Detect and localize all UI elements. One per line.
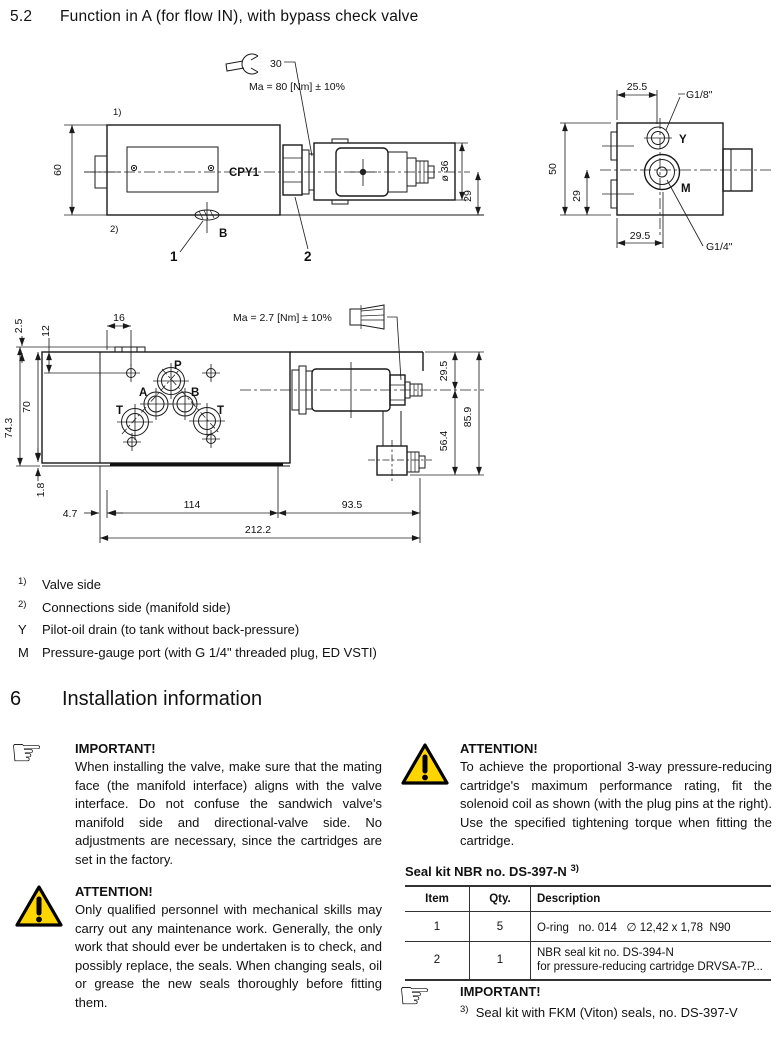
manifold-side-callout: 2) bbox=[110, 224, 119, 235]
port-legend bbox=[18, 576, 377, 668]
dim-29-5-side-label: 29.5 bbox=[438, 360, 450, 382]
wrench-icon bbox=[226, 54, 258, 74]
column-qty: Qty. bbox=[470, 886, 531, 912]
legend-item-port-m bbox=[18, 645, 377, 668]
port-b-label: B bbox=[219, 228, 228, 240]
legend-key: M bbox=[18, 645, 29, 660]
legend-text: Pilot-oil drain (to tank without back-pressure) bbox=[42, 622, 300, 637]
technical-drawings bbox=[0, 36, 776, 566]
legend-item-valve-side bbox=[18, 576, 377, 599]
port-b-marker bbox=[195, 202, 219, 233]
pointing-hand-icon: ☞ bbox=[10, 732, 44, 773]
port-b-side-label: B bbox=[191, 387, 200, 399]
cell-qty: 1 bbox=[470, 942, 531, 980]
dim-4-7-label: 4.7 bbox=[62, 508, 78, 520]
hand-tighten-icon bbox=[350, 305, 384, 329]
dim-29-label: 29 bbox=[462, 190, 474, 202]
dim-74-3-label: 74.3 bbox=[3, 417, 15, 439]
dim-d36-label: ø 36 bbox=[439, 160, 451, 182]
thread-g14-label: G1/4" bbox=[706, 241, 733, 253]
important-left-title: IMPORTANT! bbox=[75, 741, 156, 756]
torque-side-label: Ma = 2.7 [Nm] ± 10% bbox=[233, 312, 332, 324]
dim-70-label: 70 bbox=[21, 401, 33, 413]
port-m-label: M bbox=[681, 183, 691, 195]
seal-kit-title-text: Seal kit NBR no. DS-397-N bbox=[405, 864, 567, 879]
section-title: Installation information bbox=[62, 688, 263, 710]
cartridge-and-solenoid bbox=[283, 139, 455, 204]
cell-item: 2 bbox=[405, 942, 470, 980]
legend-item-connections-side bbox=[18, 599, 377, 622]
nameplate-label: CPY1 bbox=[229, 167, 260, 179]
attention-left-body: Only qualified personnel with mechanical skills may carry out any maintenance work. Generally, the only work that should ever be undertaken is to check, and possibly replace, the seals. When changing seals, oil or grease the new seals thoroughly before fitting them. bbox=[75, 902, 382, 1010]
footnote-key: 3) bbox=[460, 1004, 469, 1015]
port-p-label: P bbox=[174, 360, 182, 372]
column-description: Description bbox=[531, 886, 772, 912]
dim-16-label: 16 bbox=[113, 312, 125, 324]
section-5-2-heading bbox=[10, 8, 418, 26]
end-view-drawing bbox=[547, 81, 773, 253]
dim-114-label: 114 bbox=[183, 499, 201, 511]
attention-right-body: To achieve the proportional 3-way pressure-reducing cartridge's maximum performance rating, fit the solenoid coil as shown (with the plug pins at the right). Use the specified tightening torque when fitting the cartridge. bbox=[460, 759, 772, 848]
legend-key: 1) bbox=[18, 576, 27, 587]
dim-25-5-label: 25.5 bbox=[626, 81, 648, 93]
table-row bbox=[405, 912, 771, 942]
footnote-line bbox=[460, 1004, 738, 1020]
table-header-row bbox=[405, 886, 771, 912]
legend-text: Connections side (manifold side) bbox=[42, 600, 231, 615]
dim-60-label: 60 bbox=[52, 164, 64, 176]
dim-50-label: 50 bbox=[547, 163, 559, 175]
table-row bbox=[405, 942, 771, 980]
important-bottom-title: IMPORTANT! bbox=[460, 984, 541, 999]
pointing-hand-icon: ☞ bbox=[398, 975, 432, 1016]
seal-kit-title bbox=[405, 863, 579, 879]
dim-2-5-label: 2.5 bbox=[13, 318, 25, 334]
port-m-marker bbox=[645, 155, 680, 190]
warning-triangle-icon bbox=[14, 884, 64, 929]
attention-right-title: ATTENTION! bbox=[460, 741, 538, 756]
port-pattern bbox=[117, 363, 225, 440]
wrench-size-label: 30 bbox=[270, 58, 282, 70]
column-item: Item bbox=[405, 886, 470, 912]
warning-triangle-icon bbox=[400, 742, 450, 787]
important-left-body: When installing the valve, make sure that the mating face (the manifold interface) aligns with the valve interface. Do not confuse the sandwich valve's manifold side and directional-valve side. No adjustments are necessary, since the cartridges are set in the factory. bbox=[75, 759, 382, 867]
attention-left-title: ATTENTION! bbox=[75, 884, 153, 899]
port-y-marker bbox=[644, 127, 672, 149]
cell-qty: 5 bbox=[470, 912, 531, 942]
port-y-label: Y bbox=[679, 134, 687, 146]
description-line-1: NBR seal kit no. DS-394-N bbox=[537, 947, 674, 960]
section-number: 6 bbox=[10, 688, 22, 710]
seal-kit-title-footnote: 3) bbox=[570, 863, 579, 874]
legend-text: Pressure-gauge port (with G 1/4" threaded plug, ED VSTI) bbox=[42, 645, 377, 660]
description-line-2: for pressure-reducing cartridge DRVSA-7P... bbox=[537, 961, 763, 974]
dim-56-4-label: 56.4 bbox=[438, 430, 450, 452]
legend-key: 2) bbox=[18, 599, 27, 610]
dim-29-5-end-label: 29.5 bbox=[629, 230, 651, 242]
cell-item: 1 bbox=[405, 912, 470, 942]
seal-kit-table bbox=[405, 885, 771, 981]
cell-description bbox=[531, 942, 772, 980]
section-number: 5.2 bbox=[10, 8, 33, 25]
port-a-label: A bbox=[139, 387, 148, 399]
torque-label: Ma = 80 [Nm] ± 10% bbox=[249, 81, 345, 93]
legend-item-port-y bbox=[18, 622, 377, 645]
item-1-label: 1 bbox=[170, 249, 178, 264]
footnote-text: Seal kit with FKM (Viton) seals, no. DS-397-V bbox=[475, 1005, 738, 1020]
legend-key: Y bbox=[18, 622, 27, 637]
cell-description: O-ring no. 014 ∅ 12,42 x 1,78 N90 bbox=[531, 912, 772, 942]
dim-85-9-label: 85.9 bbox=[462, 406, 474, 428]
port-t-left-label: T bbox=[116, 405, 124, 417]
dim-12-label: 12 bbox=[40, 325, 52, 337]
dim-29-end-label: 29 bbox=[571, 190, 583, 202]
valve-side-callout: 1) bbox=[113, 107, 122, 118]
legend-text: Valve side bbox=[42, 577, 102, 592]
item-2-label: 2 bbox=[304, 249, 312, 264]
section-title: Function in A (for flow IN), with bypass check valve bbox=[60, 8, 419, 25]
port-t-right-label: T bbox=[217, 405, 225, 417]
thread-g18-label: G1/8" bbox=[686, 89, 713, 101]
top-side-view-drawing bbox=[52, 54, 484, 264]
section-6-heading bbox=[10, 688, 262, 711]
dim-93-5-label: 93.5 bbox=[341, 499, 363, 511]
dim-212-2-label: 212.2 bbox=[244, 524, 272, 536]
dim-1-8-label: 1.8 bbox=[35, 482, 47, 498]
mounting-face-drawing bbox=[3, 305, 484, 543]
